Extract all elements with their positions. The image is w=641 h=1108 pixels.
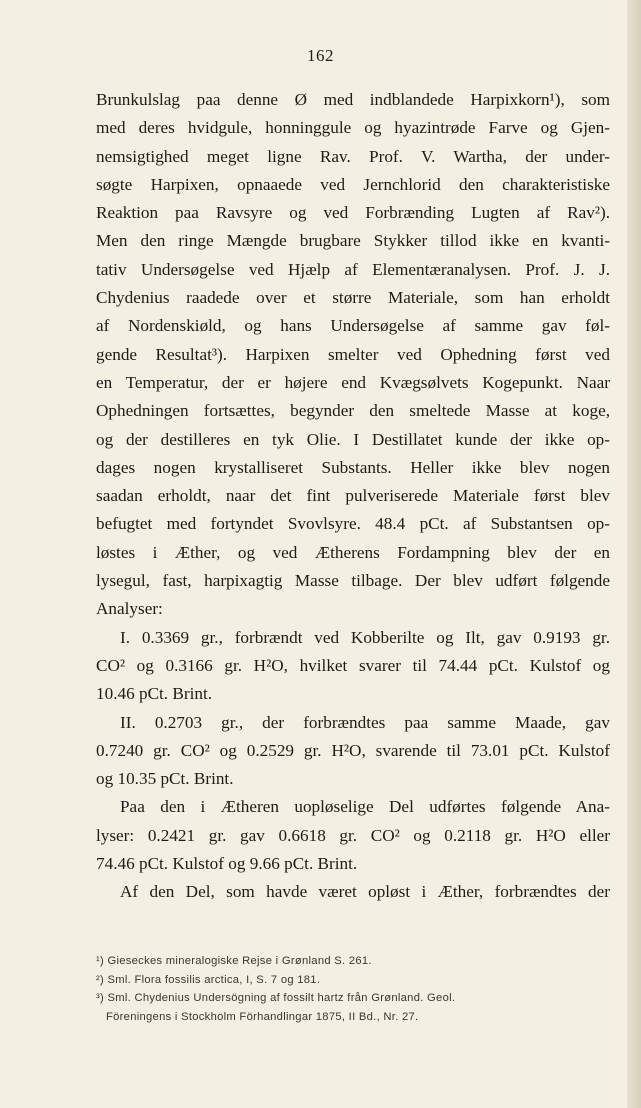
text-line: Brunkulslag paa denne Ø med indblandede Harpixkorn¹), som bbox=[96, 90, 610, 109]
text-line: og der destilleres en tyk Olie. I Destillatet kunde der ikke op- bbox=[96, 429, 610, 449]
text-line: Analyser: bbox=[96, 599, 163, 619]
text-line: og 10.35 pCt. Brint. bbox=[96, 769, 234, 789]
text-line: løstes i Æther, og ved Ætherens Fordampning blev der en bbox=[96, 542, 610, 562]
footnote: ²) Sml. Flora fossilis arctica, I, S. 7 og 181. bbox=[96, 973, 321, 986]
text-line: Af den Del, som havde været opløst i Æther, forbrændtes der bbox=[120, 882, 610, 902]
text-line: Reaktion paa Ravsyre og ved Forbrænding Lugten af Rav²). bbox=[96, 203, 610, 223]
text-line: gende Resultat³). Harpixen smelter ved Ophedning først ved bbox=[96, 344, 610, 364]
text-line: nemsigtighed meget ligne Rav. Prof. V. Wartha, der under- bbox=[96, 146, 610, 166]
text-line: med deres hvidgule, honninggule og hyazintrøde Farve og Gjen- bbox=[96, 118, 610, 138]
text-line: II. 0.2703 gr., der forbrændtes paa samme Maade, gav bbox=[120, 712, 610, 732]
footnote: ¹) Gieseckes mineralogiske Rejse i Grønland S. 261. bbox=[96, 955, 372, 967]
text-line: 74.46 pCt. Kulstof og 9.66 pCt. Brint. bbox=[96, 854, 358, 874]
text-line: dages nogen krystalliseret Substants. Heller ikke blev nogen bbox=[96, 457, 610, 477]
page-number: 162 bbox=[307, 46, 334, 65]
text-line: lysegul, fast, harpixagtig Masse tilbage. Der blev udført følgende bbox=[96, 571, 610, 591]
text-line: tativ Undersøgelse ved Hjælp af Elementæranalysen. Prof. J. J. bbox=[96, 259, 610, 279]
text-line: Ophedningen fortsættes, begynder den smeltede Masse at koge, bbox=[96, 401, 610, 421]
text-line: 10.46 pCt. Brint. bbox=[96, 684, 213, 704]
footnotes bbox=[96, 952, 610, 1026]
text-line: Paa den i Ætheren uopløselige Del udførtes følgende Ana- bbox=[120, 797, 610, 817]
text-line: I. 0.3369 gr., forbrændt ved Kobberilte og Ilt, gav 0.9193 gr. bbox=[120, 627, 610, 647]
text-line: 0.7240 gr. CO² og 0.2529 gr. H²O, svarende til 73.01 pCt. Kulstof bbox=[96, 740, 610, 760]
text-line: CO² og 0.3166 gr. H²O, hvilket svarer til 74.44 pCt. Kulstof og bbox=[96, 655, 610, 675]
text-line: lyser: 0.2421 gr. gav 0.6618 gr. CO² og 0.2118 gr. H²O eller bbox=[96, 825, 610, 845]
text-line: saadan erholdt, naar det fint pulveriserede Materiale først blev bbox=[96, 486, 610, 506]
text-line: af Nordenskiøld, og hans Undersøgelse af samme gav føl- bbox=[96, 316, 610, 336]
text-line: befugtet med fortyndet Svovlsyre. 48.4 pCt. af Substantsen op- bbox=[96, 514, 610, 534]
body-text bbox=[96, 86, 610, 907]
footnote-continuation: Föreningens i Stockholm Förhandlingar 1875, II Bd., Nr. 27. bbox=[106, 1010, 419, 1023]
text-line: en Temperatur, der er højere end Kvægsølvets Kogepunkt. Naar bbox=[96, 372, 610, 392]
text-line: Men den ringe Mængde brugbare Stykker tillod ikke en kvanti- bbox=[96, 231, 610, 251]
text-line: søgte Harpixen, opnaaede ved Jernchlorid den charakteristiske bbox=[96, 174, 610, 194]
text-line: Chydenius raadede over et større Materiale, som han erholdt bbox=[96, 288, 610, 308]
footnote: ³) Sml. Chydenius Undersögning af fossilt hartz från Grønland. Geol. bbox=[96, 992, 456, 1004]
page-edge bbox=[627, 0, 641, 1108]
